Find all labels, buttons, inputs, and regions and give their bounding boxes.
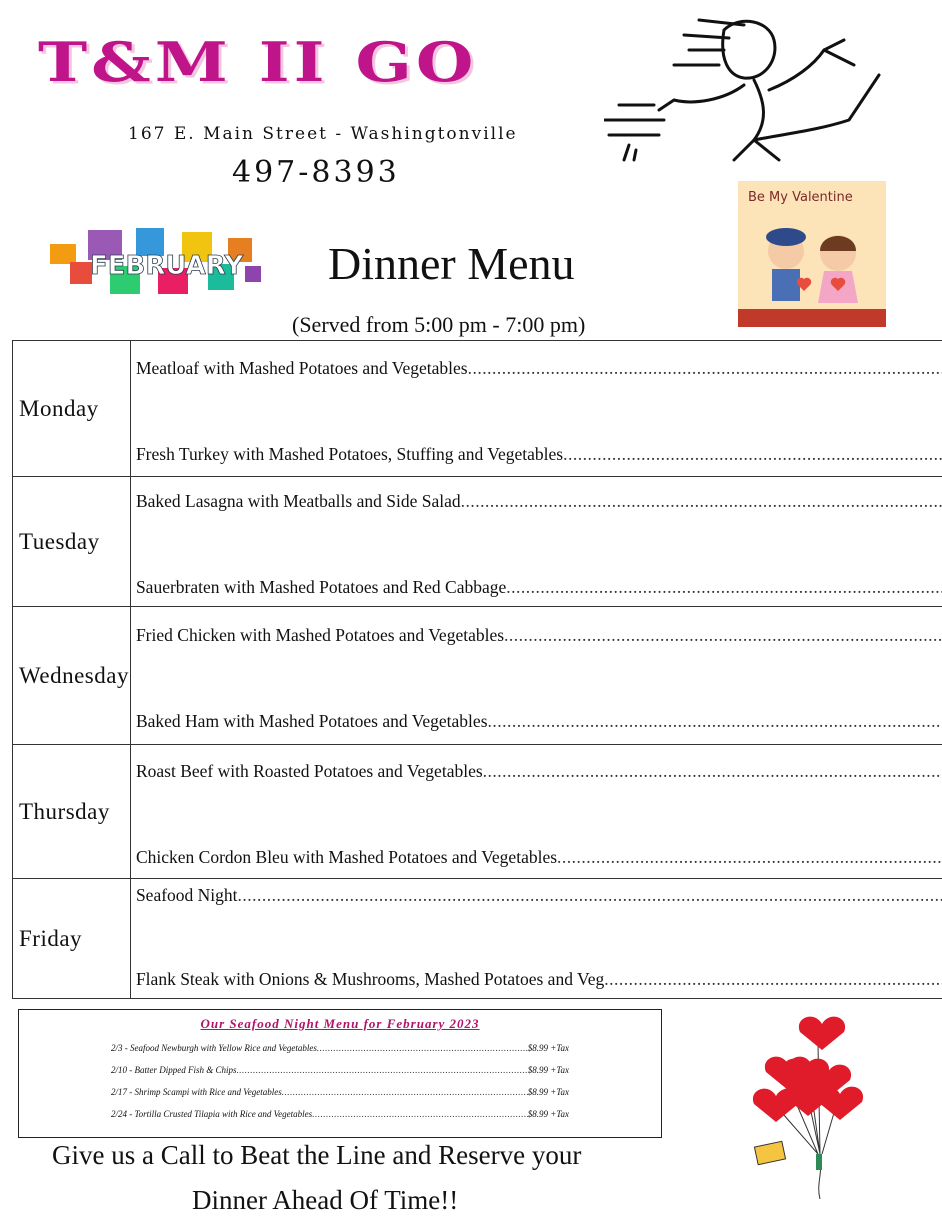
menu-item: [136, 840, 942, 870]
or-separator: [136, 924, 942, 944]
menu-item: [136, 704, 942, 734]
seafood-item: [111, 1087, 569, 1097]
menu-row-friday: [13, 879, 942, 999]
footer-line-1: Give us a Call to Beat the Line and Reserve your: [52, 1140, 582, 1170]
dot-leader: [488, 711, 942, 732]
dot-leader: [238, 885, 942, 906]
menu-item-name: Chicken Cordon Bleu with Mashed Potatoes and Vegetables: [135, 846, 558, 867]
seafood-item-name: 2/3 - Seafood Newburgh with Yellow Rice and Vegetables: [111, 1043, 317, 1053]
seafood-item: [111, 1043, 569, 1053]
running-man-illustration: [604, 10, 894, 170]
dot-leader: [461, 491, 942, 512]
menu-item-name: Fried Chicken with Mashed Potatoes and Vegetables: [135, 624, 505, 645]
day-label: Friday: [13, 879, 131, 999]
seafood-item-price: $8.99 +Tax: [527, 1109, 569, 1119]
page-title: Dinner Menu: [328, 238, 575, 289]
seafood-title: Our Seafood Night Menu for February 2023: [200, 1016, 480, 1031]
serving-hours: (Served from 5:00 pm - 7:00 pm): [292, 312, 586, 337]
menu-item-name: Flank Steak with Onions & Mushrooms, Mashed Potatoes and Veg: [135, 969, 605, 989]
day-label: Thursday: [13, 745, 131, 879]
menu-item-name: Baked Lasagna with Meatballs and Side Salad: [135, 490, 461, 511]
menu-item: [136, 484, 942, 514]
footer-line-2: Dinner Ahead Of Time!!: [192, 1185, 459, 1215]
seafood-item-name: 2/24 - Tortilla Crusted Tilapia with Rice and Vegetables: [111, 1109, 313, 1119]
day-items: [130, 607, 942, 745]
menu-item: [136, 437, 942, 467]
menu-item-name: Sauerbraten with Mashed Potatoes and Red Cabbage: [135, 576, 507, 597]
heart-balloons-illustration: [748, 1004, 868, 1204]
day-items: [130, 477, 942, 607]
menu-item-name: Roast Beef with Roasted Potatoes and Vegetables: [135, 760, 483, 781]
valentine-illustration: [738, 181, 886, 327]
dot-leader: [483, 761, 942, 782]
day-items: [130, 341, 942, 477]
dot-leader: [468, 358, 942, 379]
menu-item: [136, 618, 942, 648]
or-separator: [136, 399, 942, 419]
menu-item: [136, 962, 942, 992]
dot-leader: [506, 577, 942, 598]
seafood-item-name: 2/17 - Shrimp Scampi with Rice and Vegetables: [111, 1087, 282, 1097]
menu-item-name: Meatloaf with Mashed Potatoes and Vegetables: [135, 357, 468, 378]
dot-leader: [604, 969, 942, 990]
menu-item-name: Baked Ham with Mashed Potatoes and Vegetables: [135, 710, 488, 731]
menu-item-name: Fresh Turkey with Mashed Potatoes, Stuffing and Vegetables: [135, 443, 564, 464]
day-items: [130, 745, 942, 879]
dot-leader: [504, 625, 942, 646]
seafood-item: [111, 1109, 569, 1119]
address: 167 E. Main Street - Washingtonville: [128, 124, 518, 144]
menu-item: [136, 885, 942, 906]
menu-item: [136, 570, 942, 600]
dot-leader: [312, 1109, 528, 1119]
day-label: Monday: [13, 341, 131, 477]
seafood-item: [111, 1065, 569, 1075]
phone-number: 497-8393: [232, 155, 400, 190]
menu-item-name: Seafood Night: [135, 885, 238, 905]
dinner-menu-table: [12, 340, 942, 999]
month-badge-text: FEBRUARY: [90, 251, 244, 281]
dot-leader: [237, 1065, 528, 1075]
dot-leader: [317, 1043, 528, 1053]
seafood-item-price: $8.99 +Tax: [527, 1065, 569, 1075]
restaurant-logo: T&M II GO: [38, 30, 478, 94]
dot-leader: [557, 847, 942, 868]
menu-item: [136, 351, 942, 381]
dot-leader: [563, 444, 942, 465]
seafood-item-price: $8.99 +Tax: [527, 1043, 569, 1053]
or-separator: [136, 666, 942, 686]
or-separator: [136, 802, 942, 822]
menu-item: [136, 754, 942, 784]
menu-row-monday: [13, 341, 942, 477]
day-label: Tuesday: [13, 477, 131, 607]
menu-row-tuesday: [13, 477, 942, 607]
day-label: Wednesday: [13, 607, 131, 745]
day-items: [130, 879, 942, 999]
valentine-caption: Be My Valentine: [748, 190, 853, 205]
menu-row-wednesday: [13, 607, 942, 745]
seafood-item-price: $8.99 +Tax: [527, 1087, 569, 1097]
or-separator: [136, 532, 942, 552]
dot-leader: [282, 1087, 528, 1097]
seafood-night-box: [18, 1009, 662, 1138]
seafood-item-name: 2/10 - Batter Dipped Fish & Chips: [111, 1065, 237, 1075]
menu-row-thursday: [13, 745, 942, 879]
february-badge: [40, 222, 270, 302]
